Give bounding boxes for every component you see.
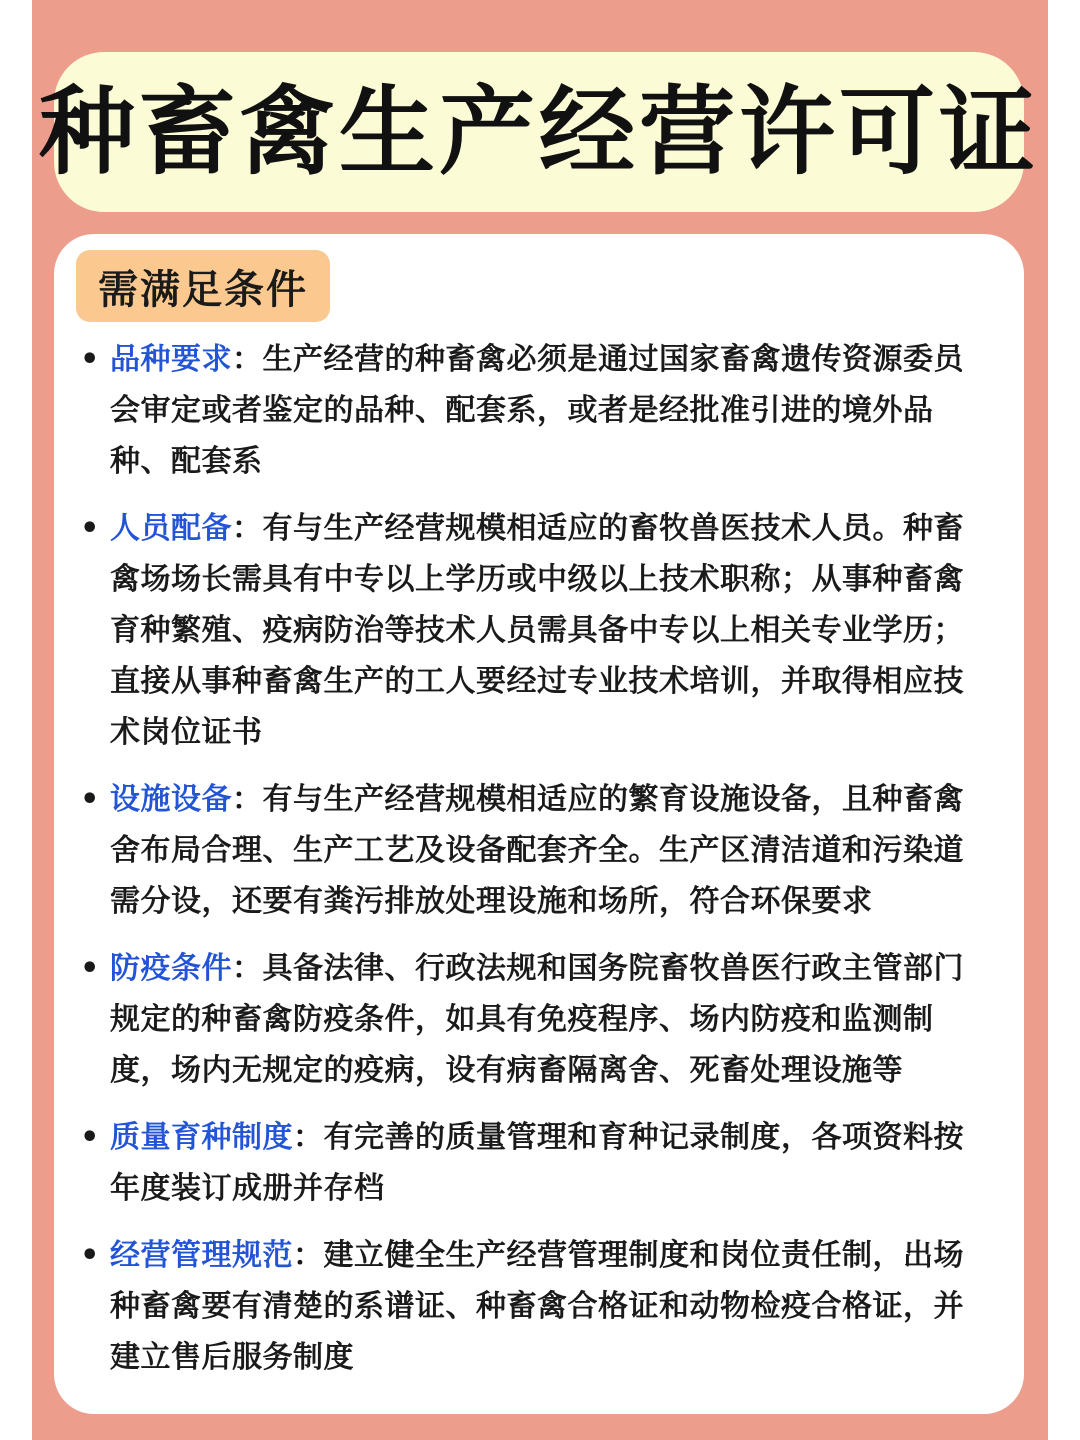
- item-label: 质量育种制度: [110, 1120, 293, 1155]
- page-title: 种畜禽生产经营许可证: [39, 76, 1039, 188]
- title-banner: [39, 52, 1039, 212]
- list-item: • 经营管理规范：建立健全生产经营管理制度和岗位责任制，出场种畜禽要有清楚的系谱证、种畜禽合格证和动物检疫合格证，并建立售后服务制度: [110, 1230, 984, 1383]
- requirements-list: [80, 334, 984, 1399]
- item-text: 生产经营的种畜禽必须是通过国家畜禽遗传资源委员会审定或者鉴定的品种、配套系，或者是经批准引进的境外品种、配套系: [110, 342, 964, 479]
- section-badge-label: 需满足条件: [98, 266, 308, 313]
- list-item: • 防疫条件：具备法律、行政法规和国务院畜牧兽医行政主管部门规定的种畜禽防疫条件，如具有免疫程序、场内防疫和监测制度，场内无规定的疫病，设有病畜隔离舍、死畜处理设施等: [110, 943, 984, 1096]
- list-item: • 人员配备：有与生产经营规模相适应的畜牧兽医技术人员。种畜禽场场长需具有中专以上学历或中级以上技术职称；从事种畜禽育种繁殖、疫病防治等技术人员需具备中专以上相关专业学历；直接从事种畜禽生产的工人要经过专业技术培训，并取得相应技术岗位证书: [110, 503, 984, 758]
- bullet-icon: •: [80, 511, 100, 546]
- item-label: 防疫条件: [110, 951, 232, 986]
- bullet-icon: •: [80, 782, 100, 817]
- bullet-icon: •: [80, 1238, 100, 1273]
- item-label: 品种要求: [110, 342, 232, 377]
- bullet-icon: •: [80, 342, 100, 377]
- list-item: • 品种要求：生产经营的种畜禽必须是通过国家畜禽遗传资源委员会审定或者鉴定的品种、配套系，或者是经批准引进的境外品种、配套系: [110, 334, 984, 487]
- section-badge: [76, 250, 330, 322]
- item-text: 具备法律、行政法规和国务院畜牧兽医行政主管部门规定的种畜禽防疫条件，如具有免疫程序、场内防疫和监测制度，场内无规定的疫病，设有病畜隔离舍、死畜处理设施等: [110, 951, 964, 1088]
- item-label: 设施设备: [110, 782, 232, 817]
- item-label: 人员配备: [110, 511, 232, 546]
- item-label: 经营管理规范: [110, 1238, 293, 1273]
- list-item: • 设施设备：有与生产经营规模相适应的繁育设施设备，且种畜禽舍布局合理、生产工艺及设备配套齐全。生产区清洁道和污染道需分设，还要有粪污排放处理设施和场所，符合环保要求: [110, 774, 984, 927]
- item-text: 有完善的质量管理和育种记录制度，各项资料按年度装订成册并存档: [110, 1120, 964, 1206]
- content-card: [54, 234, 1024, 1414]
- bullet-icon: •: [80, 951, 100, 986]
- item-text: 建立健全生产经营管理制度和岗位责任制，出场种畜禽要有清楚的系谱证、种畜禽合格证和动物检疫合格证，并建立售后服务制度: [110, 1238, 964, 1375]
- item-text: 有与生产经营规模相适应的繁育设施设备，且种畜禽舍布局合理、生产工艺及设备配套齐全。生产区清洁道和污染道需分设，还要有粪污排放处理设施和场所，符合环保要求: [110, 782, 964, 919]
- list-item: • 质量育种制度：有完善的质量管理和育种记录制度，各项资料按年度装订成册并存档: [110, 1112, 984, 1214]
- item-text: 有与生产经营规模相适应的畜牧兽医技术人员。种畜禽场场长需具有中专以上学历或中级以上技术职称；从事种畜禽育种繁殖、疫病防治等技术人员需具备中专以上相关专业学历；直接从事种畜禽生产的工人要经过专业技术培训，并取得相应技术岗位证书: [110, 511, 964, 750]
- bullet-icon: •: [80, 1120, 100, 1155]
